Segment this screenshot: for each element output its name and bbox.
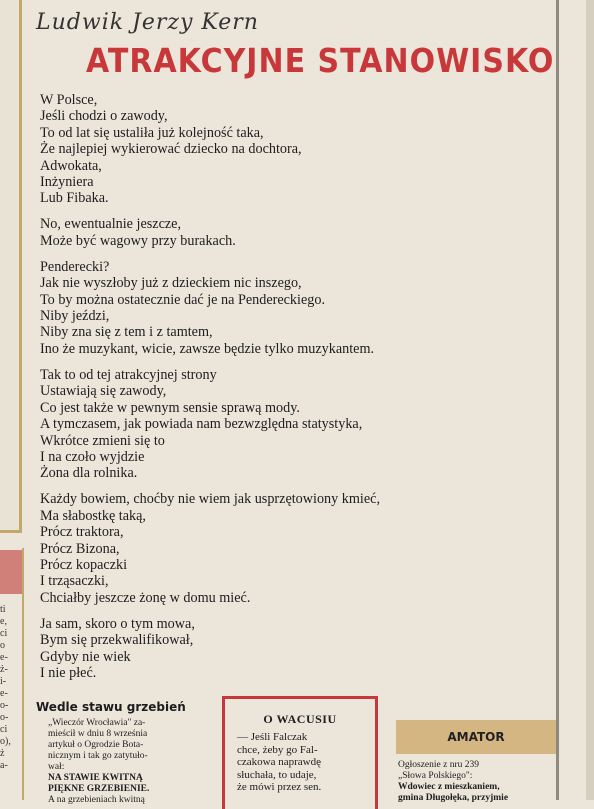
- article-line: „Wieczór Wrocławia" za-: [48, 718, 146, 728]
- article-line: „Słowa Polskiego":: [398, 771, 473, 781]
- left-text-fragment: [0, 604, 22, 800]
- right-divider: [556, 0, 559, 800]
- poem-line: I nie płeć.: [40, 664, 97, 681]
- poem-body: [40, 92, 550, 691]
- poem-line: Tak to od tej atrakcyjnej strony: [40, 366, 217, 383]
- poem-line: Ja sam, skoro o tym mowa,: [40, 615, 195, 632]
- article-bold-line: NA STAWIE KWITNĄ: [48, 773, 143, 783]
- article-line: — Jeśli Falczak: [237, 731, 308, 743]
- poem-line: Penderecki?: [40, 258, 110, 275]
- fragment-line: e-: [0, 652, 8, 663]
- poem-line: Bym się przekwalifikował,: [40, 632, 194, 649]
- article-line: mieścił w dniu 8 września: [48, 729, 148, 739]
- article-heading: O WACUSIU: [263, 712, 337, 726]
- poem-line: Ma słabostkę taką,: [40, 507, 146, 524]
- article-line: Ogłoszenie z nru 239: [398, 760, 479, 770]
- article-line: artykuł o Ogrodzie Bota-: [48, 740, 144, 750]
- left-column-fragment: [0, 0, 24, 800]
- poem-line: W Polsce,: [40, 92, 98, 108]
- poem-line: Że najlepiej wykierować dziecko na dochtora,: [40, 141, 302, 158]
- poem-line: Adwokata,: [40, 157, 102, 174]
- poem-line: Jeśli chodzi o zawody,: [40, 108, 168, 125]
- fragment-line: o: [0, 640, 5, 651]
- article-banner: AMATOR: [396, 720, 556, 754]
- poem-line: Ino że muzykant, wicie, zawsze będzie tylko muzykantem.: [40, 340, 375, 357]
- article-amator: [396, 720, 556, 804]
- article-text: [225, 727, 375, 794]
- article-text: [396, 754, 556, 804]
- left-divider: [22, 548, 24, 800]
- right-page-edge: [586, 0, 594, 800]
- fragment-line: ti: [0, 604, 6, 615]
- article-o-wacusiu: [222, 696, 378, 809]
- article-heading: Wedle stawu grzebień: [36, 700, 186, 714]
- article-line: czakowa naprawdę: [237, 756, 321, 768]
- fragment-line: o),: [0, 736, 11, 747]
- poem-line: Ustawiają się zawody,: [40, 383, 167, 400]
- poem-line: I trząsaczki,: [40, 573, 109, 590]
- poem-stanza: [40, 216, 550, 249]
- poem-line: Każdy bowiem, choćby nie wiem jak usprzętowiony kmieć,: [40, 491, 381, 508]
- poem-line: Chciałby jeszcze żonę w domu mieć.: [40, 589, 251, 606]
- article-line: nicznym i tak go zatytuło-: [48, 751, 148, 761]
- article-text: [36, 718, 214, 806]
- fragment-line: ci: [0, 628, 8, 639]
- article-line: A na grzebieniach kwitną: [48, 795, 145, 805]
- poem-line: Jak nie wyszłoby już z dzieckiem nic inszego,: [40, 275, 302, 292]
- fragment-line: e-: [0, 688, 8, 699]
- poem-stanza: [40, 367, 550, 482]
- article-line: wał:: [48, 762, 65, 772]
- poem-stanza: [40, 616, 550, 682]
- fragment-line: ż: [0, 748, 5, 759]
- fragment-line: e,: [0, 616, 7, 627]
- left-red-block: [0, 550, 22, 594]
- fragment-line: ci: [0, 724, 8, 735]
- poem-line: To od lat się ustaliła już kolejność taka,: [40, 124, 264, 141]
- article-bold-line: gmina Długołęka, przyjmie: [398, 793, 509, 803]
- author-name: Ludwik Jerzy Kern: [36, 10, 259, 35]
- poem-line: I na czoło wyjdzie: [40, 448, 145, 465]
- poem-line: Lub Fibaka.: [40, 190, 109, 207]
- poem-line: Może być wagowy przy burakach.: [40, 232, 236, 249]
- poem-line: Prócz Bizona,: [40, 540, 120, 557]
- poem-line: Niby zna się z tem i z tamtem,: [40, 324, 213, 341]
- poem-line: No, ewentualnie jeszcze,: [40, 216, 182, 233]
- article-bold-line: Wdowiec z mieszkaniem,: [398, 782, 500, 792]
- poem-line: Inżyniera: [40, 174, 94, 191]
- poem-line: Wkrótce zmieni się to: [40, 432, 165, 449]
- left-box-border: [0, 0, 22, 533]
- fragment-line: i-: [0, 676, 7, 687]
- poem-stanza: [40, 259, 550, 357]
- poem-line: Prócz kopaczki: [40, 556, 128, 573]
- poem-line: Gdyby nie wiek: [40, 648, 131, 665]
- poem-line: To by można ostatecznie dać je na Pendereckiego.: [40, 291, 325, 308]
- article-line: chce, żeby go Fal-: [237, 743, 318, 756]
- fragment-line: a-: [0, 760, 8, 771]
- fragment-line: o-: [0, 700, 9, 711]
- fragment-line: ż-: [0, 664, 8, 675]
- poem-line: Niby jeździ,: [40, 308, 110, 325]
- article-line: słuchała, to udaje,: [237, 768, 317, 781]
- poem-stanza: [40, 491, 550, 606]
- poem-line: Co jest także w pewnym sensie sprawą mody.: [40, 399, 300, 416]
- poem-line: Żona dla rolnika.: [40, 465, 138, 482]
- fragment-line: o-: [0, 712, 9, 723]
- poem-line: Prócz traktora,: [40, 524, 124, 541]
- article-line: że mówi przez sen.: [237, 781, 322, 793]
- article-wedle-stawu: [36, 700, 214, 806]
- article-bold-line: PIĘKNE GRZEBIENIE.: [48, 784, 150, 794]
- poem-line: A tymczasem, jak powiada nam bezwzględna statystyka,: [40, 416, 363, 433]
- poem-title: ATRAKCYJNE STANOWISKO: [86, 42, 555, 81]
- poem-stanza: [40, 92, 550, 207]
